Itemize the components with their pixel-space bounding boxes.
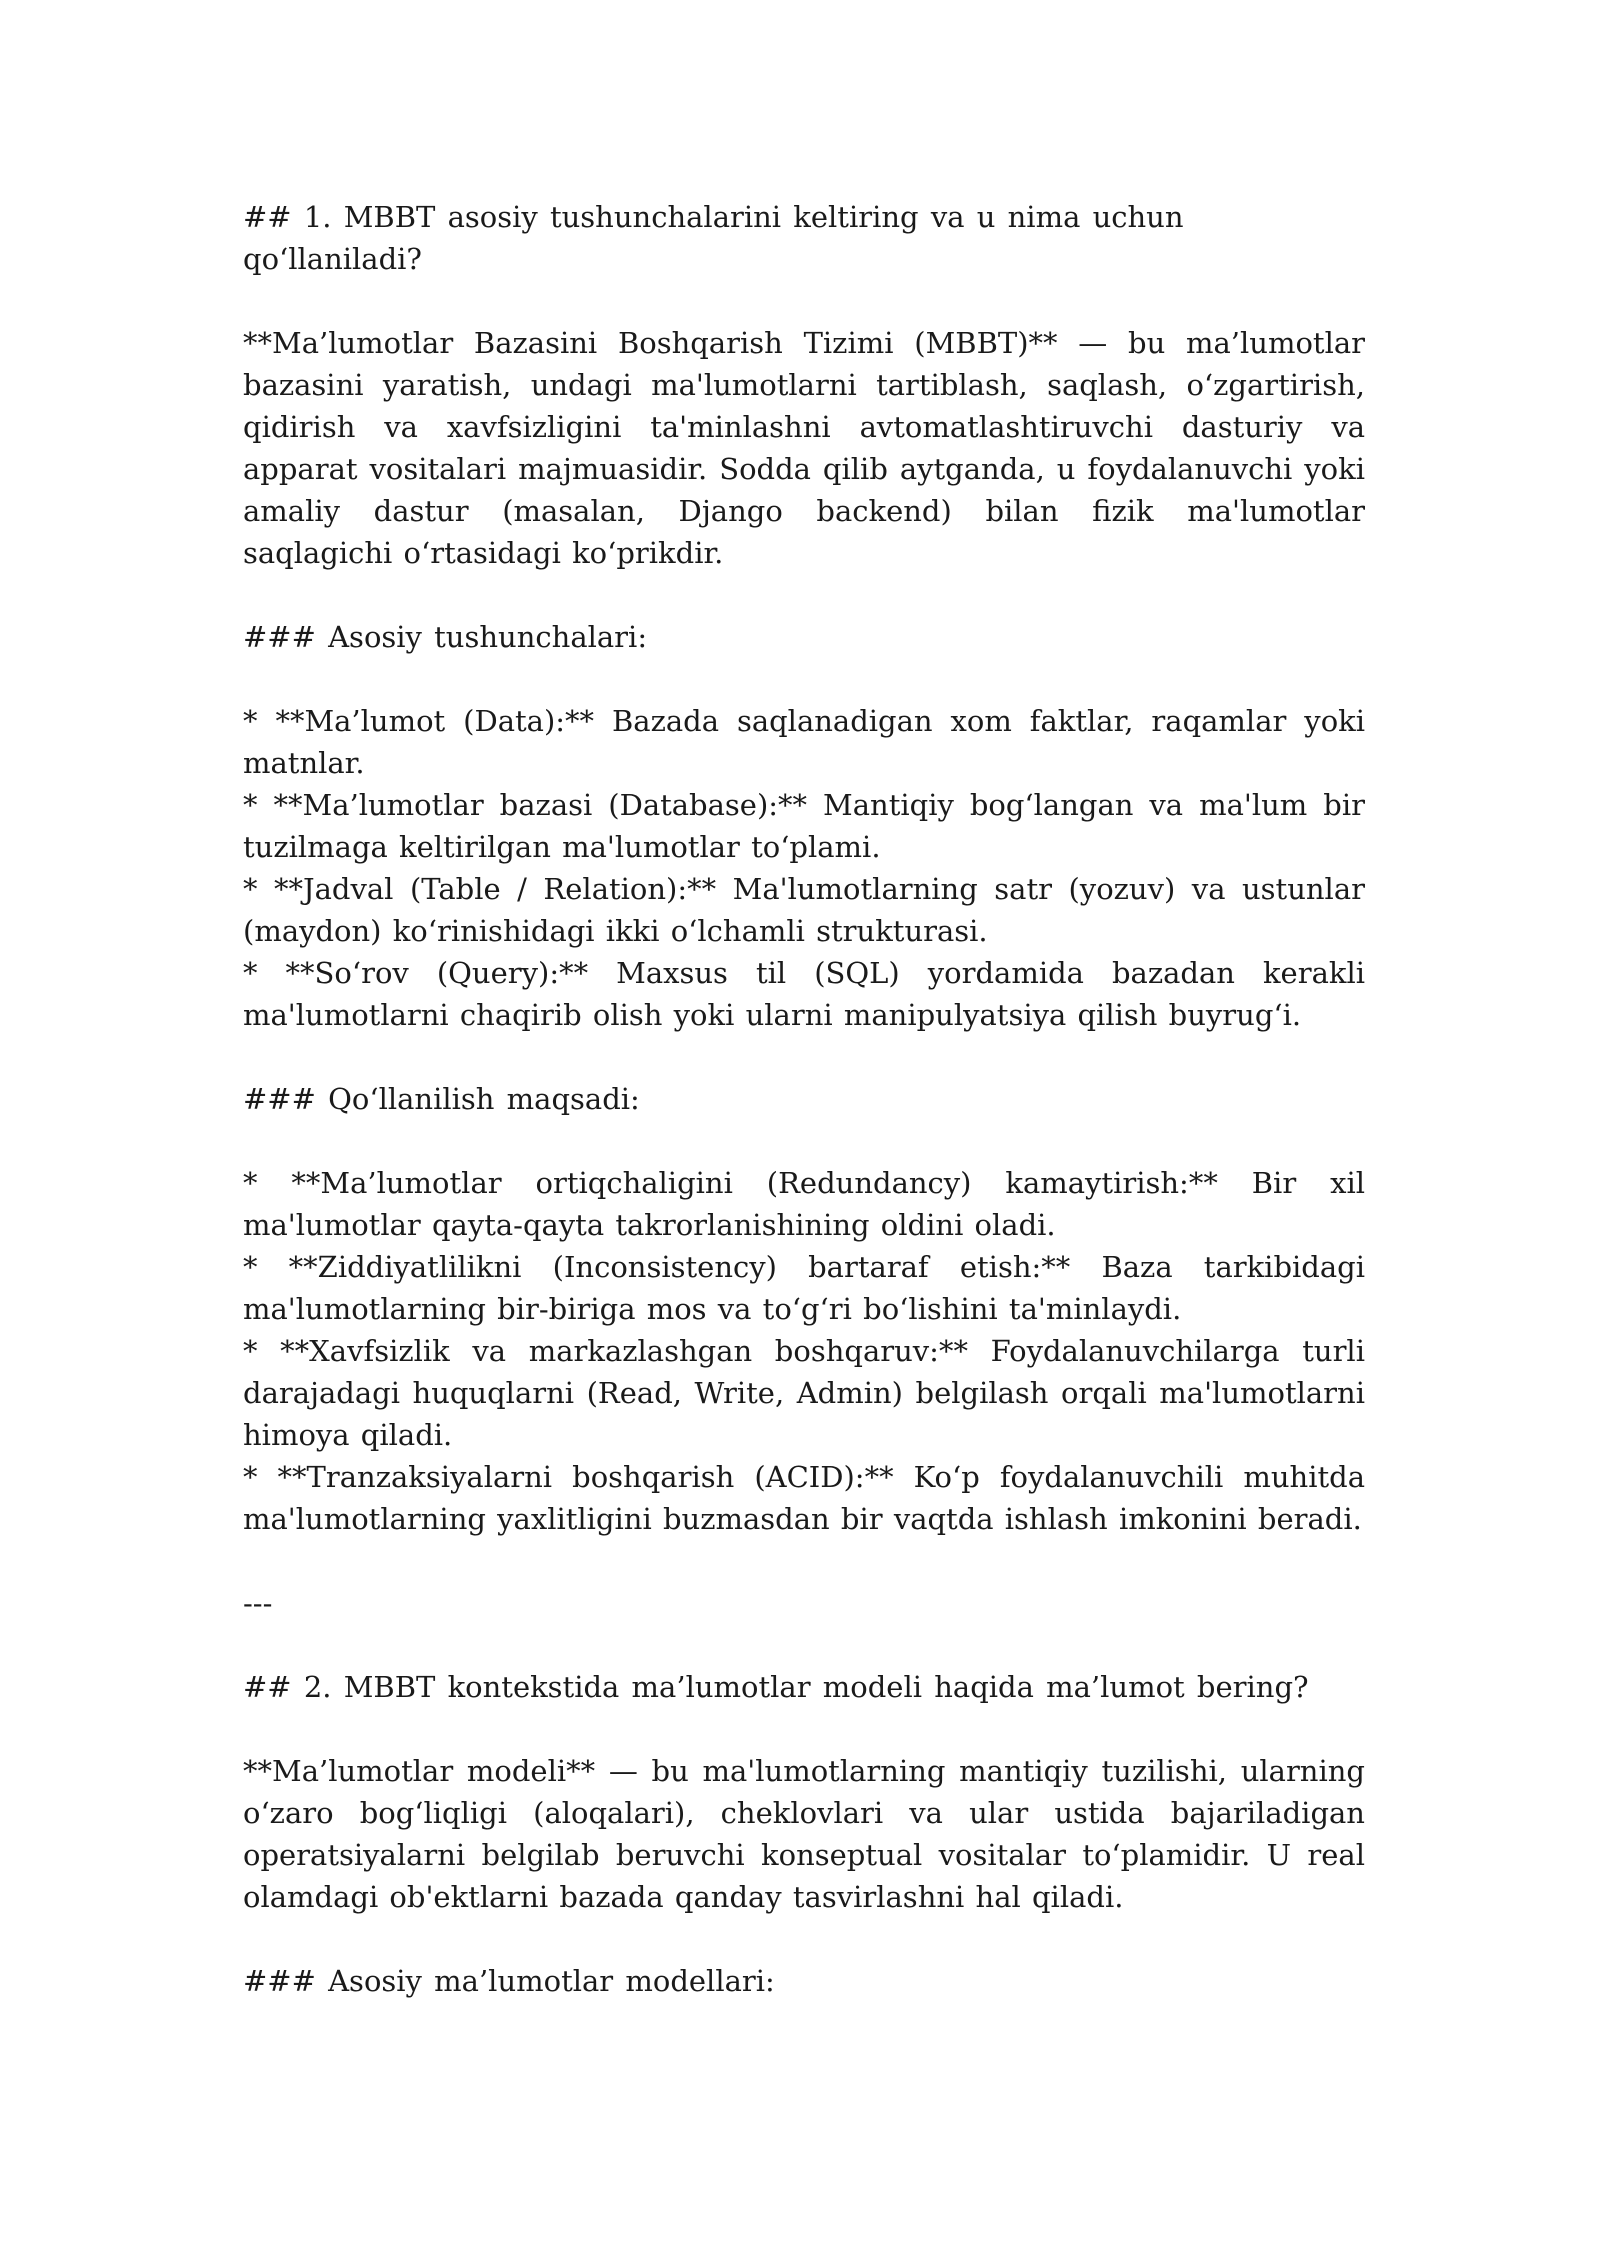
concepts-list [243,700,1365,1036]
concept-item-query: * **So‘rov (Query):** Maxsus til (SQL) yordamida bazadan kerakli ma'lumotlarni chaqirib olish yoki ularni manipulyatsiya qilish buyrug‘i. [243,956,1365,1032]
section1-heading: ## 1. MBBT asosiy tushunchalarini keltiring va u nima uchun qo‘llaniladi? [243,200,1184,276]
section2-heading: ## 2. MBBT kontekstida ma’lumotlar modeli haqida ma’lumot bering? [243,1670,1309,1704]
concept-item-database: * **Ma’lumotlar bazasi (Database):** Mantiqiy bog‘langan va ma'lum bir tuzilmaga keltirilgan ma'lumotlar to‘plami. [243,788,1365,864]
concepts-heading: ### Asosiy tushunchalari: [243,620,648,654]
purpose-list [243,1162,1365,1540]
section2-intro-paragraph: **Ma’lumotlar modeli** — bu ma'lumotlarning mantiqiy tuzilishi, ularning o‘zaro bog‘liqligi (aloqalari), cheklovlari va ular ustida bajariladigan operatsiyalarni belgilab beruvchi konseptual vositalar to‘plamidir. U real olamdagi ob'ektlarni bazada qanday tasvirlashni hal qiladi. [243,1754,1365,1914]
section1-intro-paragraph: **Ma’lumotlar Bazasini Boshqarish Tizimi (MBBT)** — bu ma’lumotlar bazasini yaratish, undagi ma'lumotlarni tartiblash, saqlash, o‘zgartirish, qidirish va xavfsizligini ta'minlashni avtomatlashtiruvchi dasturiy va apparat vositalari majmuasidir. Sodda qilib aytganda, u foydalanuvchi yoki amaliy dastur (masalan, Django backend) bilan fizik ma'lumotlar saqlagichi o‘rtasidagi ko‘prikdir. [243,326,1365,570]
purpose-item-inconsistency: * **Ziddiyatlilikni (Inconsistency) bartaraf etish:** Baza tarkibidagi ma'lumotlarning bir-biriga mos va to‘g‘ri bo‘lishini ta'minlaydi. [243,1250,1365,1326]
models-heading: ### Asosiy ma’lumotlar modellari: [243,1964,775,1998]
purpose-heading: ### Qo‘llanilish maqsadi: [243,1082,640,1116]
section-separator: --- [243,1586,273,1620]
purpose-item-security: * **Xavfsizlik va markazlashgan boshqaruv:** Foydalanuvchilarga turli darajadagi huquqlarni (Read, Write, Admin) belgilash orqali ma'lumotlarni himoya qiladi. [243,1334,1365,1452]
document-content [243,196,1365,2044]
purpose-item-redundancy: * **Ma’lumotlar ortiqchaligini (Redundancy) kamaytirish:** Bir xil ma'lumotlar qayta-qayta takrorlanishining oldini oladi. [243,1166,1365,1242]
concept-item-table: * **Jadval (Table / Relation):** Ma'lumotlarning satr (yozuv) va ustunlar (maydon) ko‘rinishidagi ikki o‘lchamli strukturasi. [243,872,1365,948]
concept-item-data: * **Ma’lumot (Data):** Bazada saqlanadigan xom faktlar, raqamlar yoki matnlar. [243,704,1365,780]
purpose-item-transactions: * **Tranzaksiyalarni boshqarish (ACID):** Ko‘p foydalanuvchili muhitda ma'lumotlarning yaxlitligini buzmasdan bir vaqtda ishlash imkonini beradi. [243,1460,1365,1536]
